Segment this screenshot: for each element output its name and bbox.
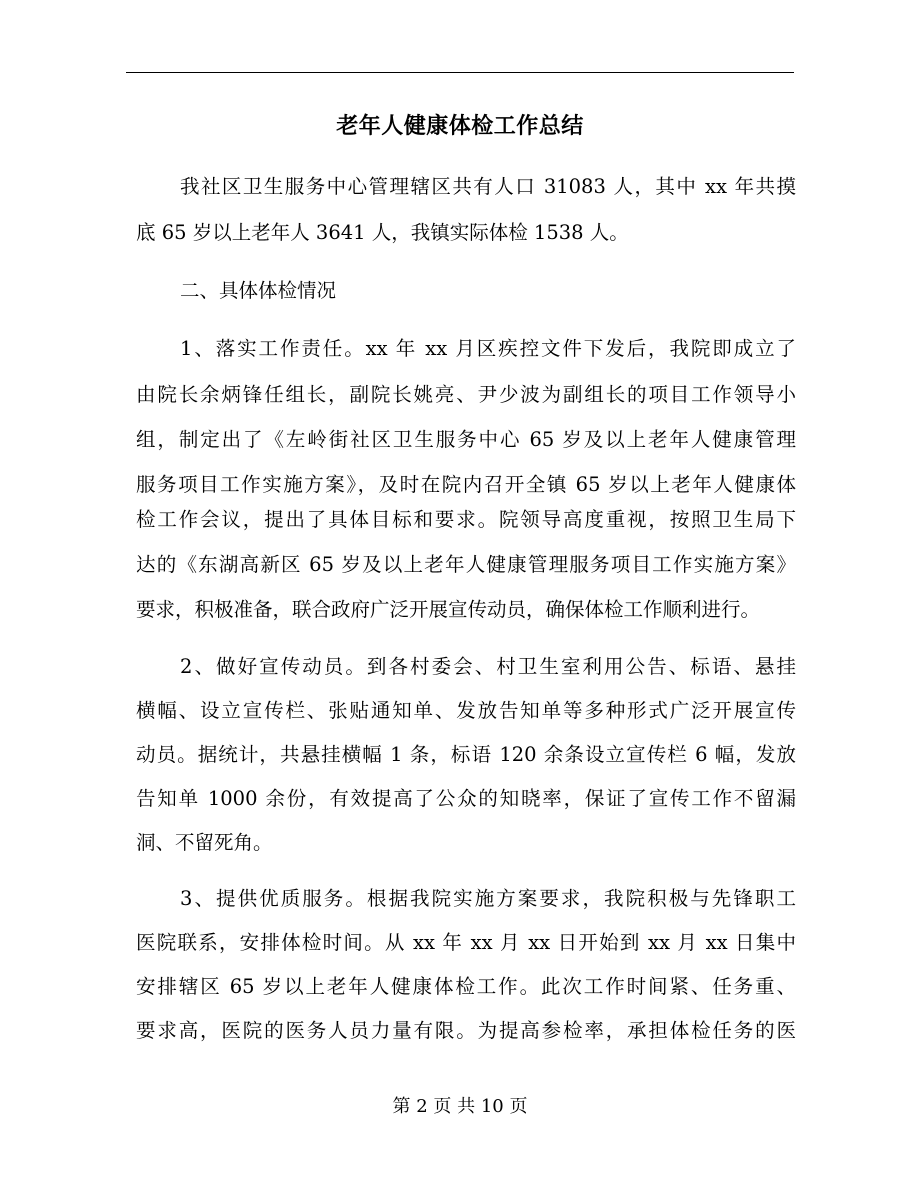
paragraph-5-line-4: 要求高，医院的医务人员力量有限。为提高参检率，承担体检任务的医 — [136, 1019, 796, 1042]
paragraph-4-line-1: 2、做好宣传动员。到各村委会、村卫生室利用公告、标语、悬挂 — [180, 655, 796, 678]
paragraph-4-line-2: 横幅、设立宣传栏、张贴通知单、发放告知单等多种形式广泛开展宣传 — [136, 699, 796, 722]
paragraph-4-line-3: 动员。据统计，共悬挂横幅 1 条，标语 120 余条设立宣传栏 6 幅，发放 — [136, 743, 796, 766]
paragraph-3-line-5: 检工作会议，提出了具体目标和要求。院领导高度重视，按照卫生局下 — [136, 508, 796, 531]
paragraph-5-line-1: 3、提供优质服务。根据我院实施方案要求，我院积极与先锋职工 — [180, 887, 796, 910]
page-indicator: 第 2 页 共 10 页 — [392, 1096, 528, 1117]
paragraph-5-line-3: 安排辖区 65 岁以上老年人健康体检工作。此次工作时间紧、任务重、 — [136, 975, 796, 998]
header-rule — [126, 72, 794, 73]
paragraph-1-line-2: 底 65 岁以上老年人 3641 人，我镇实际体检 1538 人。 — [136, 221, 629, 244]
paragraph-4-line-5: 洞、不留死角。 — [136, 831, 273, 854]
paragraph-1-line-1: 我社区卫生服务中心管理辖区共有人口 31083 人，其中 xx 年共摸 — [180, 175, 796, 198]
paragraph-3-line-7: 要求，积极准备，联合政府广泛开展宣传动员，确保体检工作顺利进行。 — [136, 598, 761, 621]
paragraph-5-line-2: 医院联系，安排体检时间。从 xx 年 xx 月 xx 日开始到 xx 月 xx 日集中 — [136, 931, 796, 954]
paragraph-3-line-3: 组，制定出了《左岭街社区卫生服务中心 65 岁及以上老年人健康管理 — [136, 428, 796, 451]
paragraph-3-line-4: 服务项目工作实施方案》，及时在院内召开全镇 65 岁以上老年人健康体 — [136, 473, 796, 496]
document-title: 老年人健康体检工作总结 — [336, 113, 584, 139]
paragraph-3-line-2: 由院长余炳锋任组长，副院长姚亮、尹少波为副组长的项目工作领导小 — [136, 383, 796, 406]
paragraph-3-line-6: 达的《东湖高新区 65 岁及以上老年人健康管理服务项目工作实施方案》 — [136, 553, 796, 576]
section-heading: 二、具体体检情况 — [180, 279, 337, 302]
paragraph-4-line-4: 告知单 1000 余份，有效提高了公众的知晓率，保证了宣传工作不留漏 — [136, 787, 796, 810]
paragraph-3-line-1: 1、落实工作责任。xx 年 xx 月区疾控文件下发后，我院即成立了 — [180, 337, 796, 360]
